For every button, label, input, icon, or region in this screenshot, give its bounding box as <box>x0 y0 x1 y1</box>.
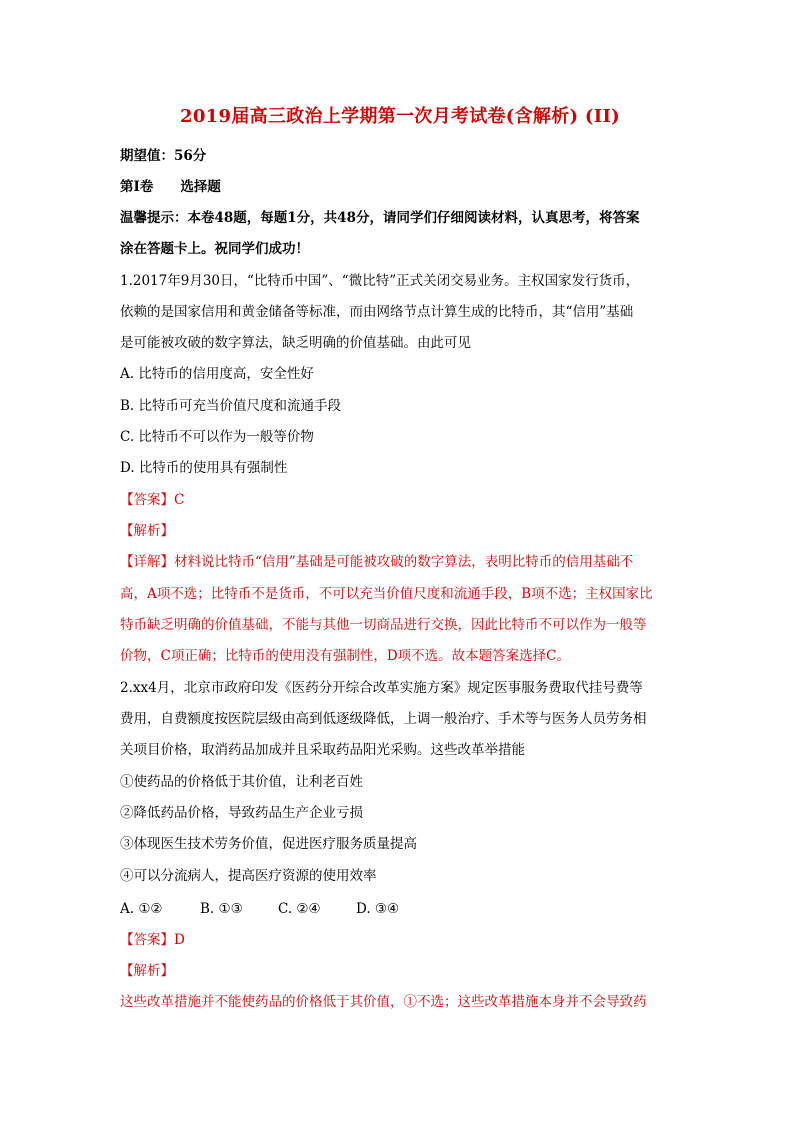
section-heading: 第Ⅰ卷 选择题 <box>120 179 221 195</box>
q1-analysis-line: 特币缺乏明确的价值基础，不能与其他一切商品进行交换，因此比特币不可以作为一般等 <box>120 617 647 633</box>
q2-stem-line: 费用，自费额度按医院层级由高到低逐级降低，上调一般治疗、手术等与医务人员劳务相 <box>120 711 647 727</box>
q1-analysis-line: 价物，C项正确；比特币的使用没有强制性，D项不选。故本题答案选择C。 <box>120 648 570 664</box>
document-title: 2019届高三政治上学期第一次月考试卷(含解析) (II) <box>180 106 620 127</box>
q1-analysis-line: 高，A项不选；比特币不是货币，不可以充当价值尺度和流通手段，B项不选；主权国家比 <box>120 586 653 602</box>
q1-stem-line: 1.2017年9月30日，“比特币中国”、“微比特”正式关闭交易业务。主权国家发行货币， <box>120 273 640 289</box>
q1-option-d: D. 比特币的使用具有强制性 <box>120 460 288 476</box>
q1-stem-line: 依赖的是国家信用和黄金储备等标准，而由网络节点计算生成的比特币，其“信用”基础 <box>120 304 634 320</box>
tip-line-1: 温馨提示：本卷48题，每题1分，共48分，请同学们仔细阅读材料，认真思考，将答案 <box>120 210 640 226</box>
q2-stem-line: 关项目价格，取消药品加成并且采取药品阳光采购。这些改革举措能 <box>120 742 525 758</box>
q2-item-1: ①使药品的价格低于其价值，让利老百姓 <box>120 774 363 790</box>
q2-option-b: B. ①③ <box>200 901 243 917</box>
q2-item-3: ③体现医生技术劳务价值，促进医疗服务质量提高 <box>120 836 417 852</box>
q2-option-a: A. ①② <box>120 901 163 917</box>
q1-answer: 【答案】C <box>120 492 185 508</box>
q2-item-4: ④可以分流病人，提高医疗资源的使用效率 <box>120 868 377 884</box>
q2-option-c: C. ②④ <box>278 901 321 917</box>
q1-option-a: A. 比特币的信用度高，安全性好 <box>120 366 314 382</box>
q1-analysis-line: 【详解】材料说比特币“信用”基础是可能被攻破的数字算法，表明比特币的信用基础不 <box>120 554 634 570</box>
q2-analysis-label: 【解析】 <box>120 963 174 979</box>
expected-score: 期望值：56分 <box>120 148 207 164</box>
q2-option-d: D. ③④ <box>356 901 400 917</box>
q1-stem-line: 是可能被攻破的数字算法，缺乏明确的价值基础。由此可见 <box>120 335 471 351</box>
q2-answer: 【答案】D <box>120 932 185 948</box>
q2-analysis-line: 这些改革措施并不能使药品的价格低于其价值，①不选；这些改革措施本身并不会导致药 <box>120 994 647 1010</box>
q1-option-c: C. 比特币不可以作为一般等价物 <box>120 429 314 445</box>
q1-option-b: B. 比特币可充当价值尺度和流通手段 <box>120 398 342 414</box>
q2-options <box>120 899 690 919</box>
tip-line-2: 涂在答题卡上。祝同学们成功！ <box>120 241 309 257</box>
q1-analysis-label: 【解析】 <box>120 523 174 539</box>
q2-item-2: ②降低药品价格，导致药品生产企业亏损 <box>120 805 363 821</box>
q2-stem-line: 2.xx4月，北京市政府印发《医药分开综合改革实施方案》规定医事服务费取代挂号费等 <box>120 680 643 696</box>
